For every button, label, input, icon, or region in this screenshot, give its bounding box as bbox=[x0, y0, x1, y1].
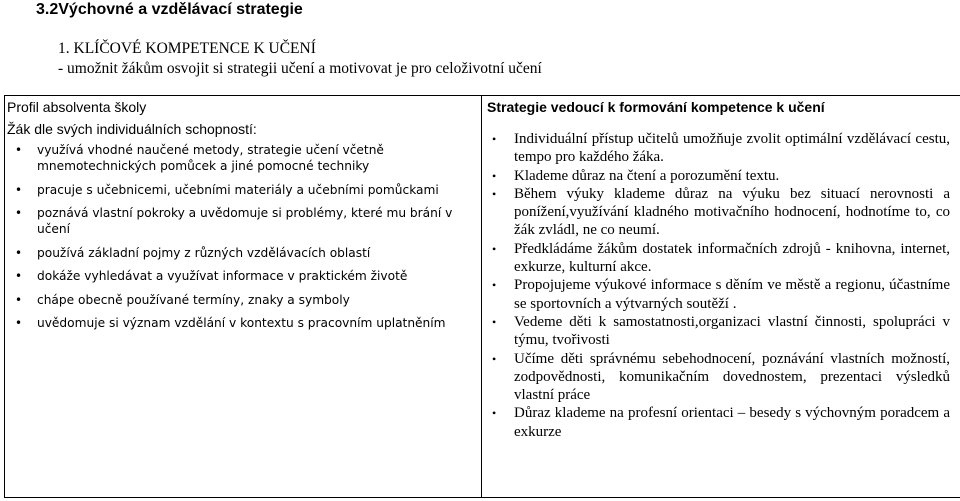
list-item bbox=[492, 240, 950, 277]
list-item-text: Individuální přístup učitelů umožňuje zvolit optimální vzdělávací cestu, tempo pro každého žáka. bbox=[514, 131, 950, 166]
list-item-text: Propojujeme výukové informace s děním ve městě a regionu, účastníme se sportovních a výtvarných soutěží . bbox=[514, 277, 950, 312]
list-item bbox=[15, 142, 469, 174]
list-item bbox=[492, 167, 950, 185]
bullet-icon: • bbox=[492, 351, 497, 366]
bullet-icon: • bbox=[15, 245, 23, 260]
list-item-text: Vedeme děti k samostatnosti,organizaci vlastní činnosti, spolupráci v týmu, tvořivosti bbox=[514, 313, 950, 349]
graduate-profile-title: Profil absolventa školy bbox=[7, 99, 147, 115]
list-item-text: využívá vhodné naučené metody, strategie učení včetně mnemotechnických pomůcek a jiné pomocné techniky bbox=[37, 143, 384, 173]
bullet-icon: • bbox=[15, 143, 23, 157]
list-item bbox=[492, 130, 950, 167]
list-item-text: chápe obecně používané termíny, znaky a symboly bbox=[37, 292, 350, 307]
list-item-text: Důraz klademe na profesní orientaci – besedy s výchovným poradcem a exkurze bbox=[514, 405, 950, 440]
list-item-text: pracuje s učebnicemi, učebními materiály a učebními pomůckami bbox=[37, 182, 439, 197]
bullet-icon: • bbox=[15, 182, 23, 197]
list-item bbox=[15, 245, 469, 261]
list-item bbox=[15, 205, 469, 237]
competence-title: 1. KLÍČOVÉ KOMPETENCE K UČENÍ bbox=[58, 40, 316, 57]
list-item bbox=[492, 185, 950, 240]
competence-table bbox=[4, 95, 960, 498]
list-item bbox=[492, 404, 950, 441]
list-item-text: uvědomuje si význam vzdělání v kontextu s pracovním uplatněním bbox=[37, 316, 446, 330]
section-heading: 3.2Výchovné a vzdělávací strategie bbox=[36, 1, 303, 18]
list-item bbox=[15, 182, 469, 198]
competence-aim: - umožnit žákům osvojit si strategii učení a motivovat je pro celoživotní učení bbox=[58, 60, 542, 77]
bullet-icon: • bbox=[15, 269, 23, 283]
list-item bbox=[492, 276, 950, 313]
list-item bbox=[15, 268, 469, 284]
list-item-text: Předkládáme žákům dostatek informačních zdrojů - knihovna, internet, exkurze, kulturní akce. bbox=[514, 240, 950, 276]
bullet-icon: • bbox=[492, 314, 497, 329]
list-item-text: Učíme děti správnému sebehodnocení, poznávání vlastních možností, zodpovědnosti, komunikačním dovednostem, prezentaci výsledků vlastní práce bbox=[514, 350, 950, 404]
bullet-icon: • bbox=[492, 168, 497, 183]
list-item bbox=[492, 350, 950, 405]
graduate-profile-column bbox=[5, 96, 482, 498]
list-item-text: poznává vlastní pokroky a uvědomuje si problémy, které mu brání v učení bbox=[37, 206, 453, 236]
strategy-title: Strategie vedoucí k formování kompetence k učení bbox=[487, 99, 825, 115]
bullet-icon: • bbox=[492, 132, 497, 146]
bullet-icon: • bbox=[492, 241, 497, 256]
bullet-icon: • bbox=[492, 186, 497, 201]
graduate-profile-list bbox=[5, 142, 481, 331]
list-item-text: používá základní pojmy z různých vzdělávacích oblastí bbox=[37, 245, 371, 260]
strategy-list bbox=[482, 130, 960, 441]
graduate-profile-intro: Žák dle svých individuálních schopností: bbox=[7, 121, 257, 137]
bullet-icon: • bbox=[492, 406, 497, 421]
list-item-text: Během výuky klademe důraz na výuku bez situací nerovnosti a ponížení,využívání kladného motivačního hodnocení, hodnotíme to, co žák zvládl, ne co neumí. bbox=[514, 185, 950, 239]
list-item bbox=[15, 292, 469, 308]
list-item-text: Klademe důraz na čtení a porozumění textu. bbox=[514, 167, 780, 184]
bullet-icon: • bbox=[15, 316, 23, 330]
list-item bbox=[492, 313, 950, 350]
bullet-icon: • bbox=[15, 206, 23, 220]
bullet-icon: • bbox=[15, 292, 23, 307]
list-item bbox=[15, 315, 469, 331]
bullet-icon: • bbox=[492, 278, 497, 293]
list-item-text: dokáže vyhledávat a využívat informace v praktickém životě bbox=[37, 269, 408, 283]
strategy-column bbox=[482, 96, 960, 498]
